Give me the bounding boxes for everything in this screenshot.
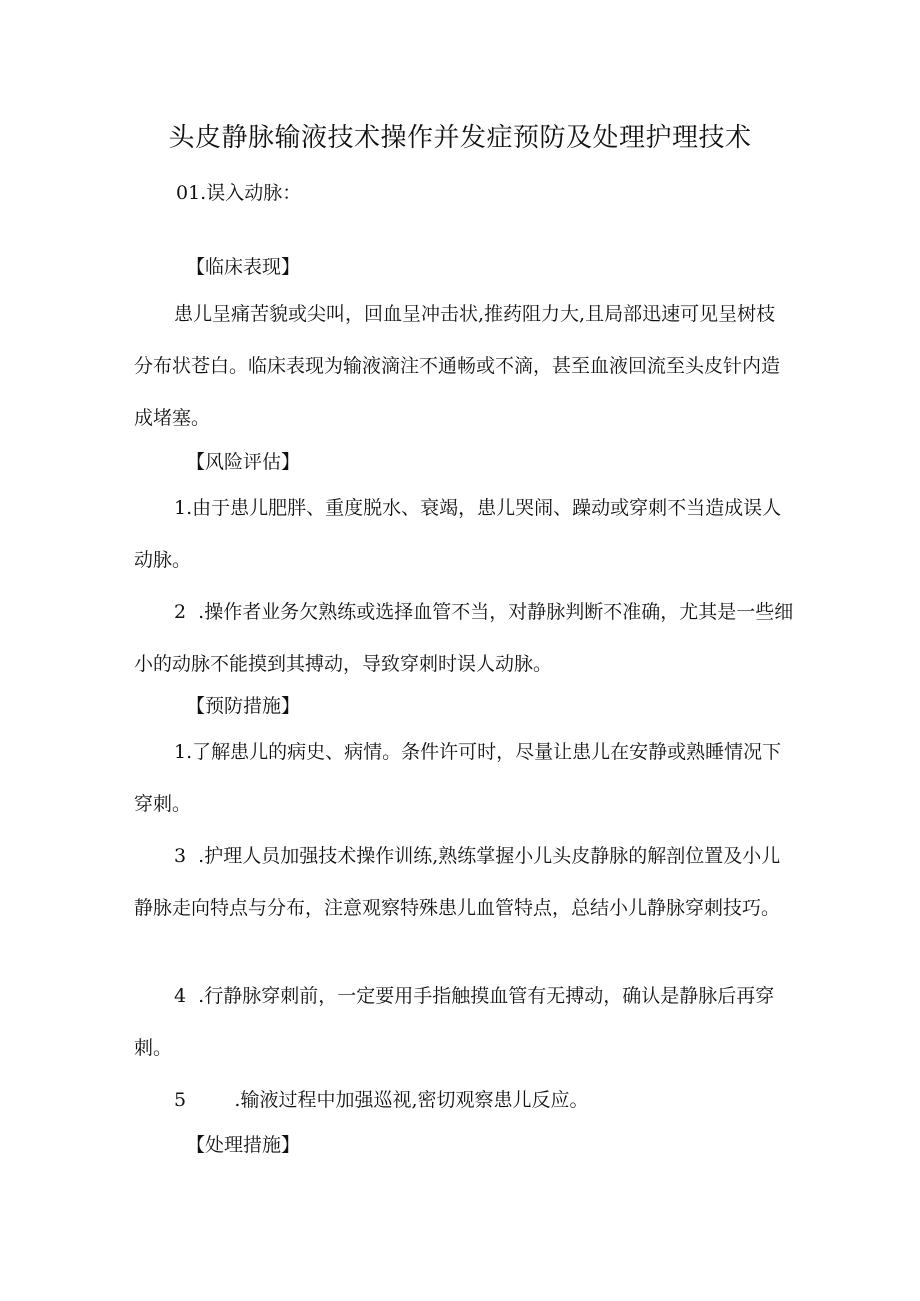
document-title: 头皮静脉输液技术操作并发症预防及处理护理技术 bbox=[168, 123, 752, 153]
prevention-item-5: 5 .输液过程中加强巡视,密切观察患儿反应。 bbox=[174, 1089, 589, 1111]
clinical-heading: 【临床表现】 bbox=[186, 256, 301, 278]
risk-item-1: 1.由于患儿肥胖、重度脱水、衰竭，患儿哭闹、躁动或穿刺不当造成误人动脉。 bbox=[134, 497, 782, 571]
prevention-item-3: 3 .护理人员加强技术操作训练,熟练掌握小儿头皮静脉的解剖位置及小儿静脉走向特点与分布，注意观察特殊患儿血管特点，总结小儿静脉穿刺技巧。 bbox=[134, 845, 781, 919]
prevention-heading: 【预防措施】 bbox=[186, 695, 301, 717]
section-number-heading: 01.误入动脉： bbox=[176, 182, 302, 204]
treatment-heading: 【处理措施】 bbox=[186, 1134, 301, 1156]
clinical-paragraph: 患儿呈痛苦貌或尖叫，回血呈冲击状,推药阻力大,且局部迅速可见呈树枝分布状苍白。临床表现为输液滴注不通畅或不滴，甚至血液回流至头皮针内造成堵塞。 bbox=[134, 303, 781, 429]
prevention-item-1: 1.了解患儿的病史、病情。条件许可时，尽量让患儿在安静或熟睡情况下穿刺。 bbox=[134, 741, 782, 815]
risk-item-2: 2 .操作者业务欠熟练或选择血管不当，对静脉判断不准确，尤其是一些细小的动脉不能摸到其搏动，导致穿刺时误人动脉。 bbox=[134, 601, 794, 675]
risk-heading: 【风险评估】 bbox=[186, 451, 301, 473]
prevention-item-4: 4 .行静脉穿刺前，一定要用手指触摸血管有无搏动，确认是静脉后再穿刺。 bbox=[134, 985, 775, 1059]
